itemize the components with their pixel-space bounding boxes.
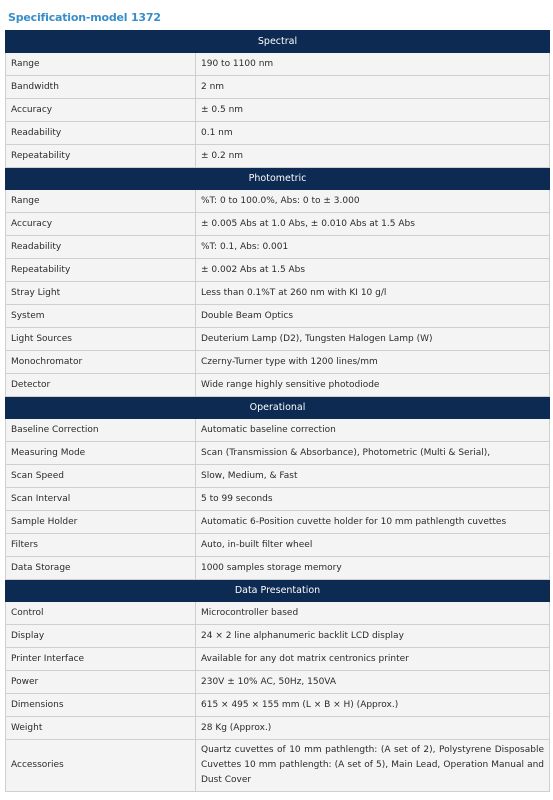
spec-value: Microcontroller based bbox=[196, 602, 550, 625]
table-row bbox=[6, 694, 550, 717]
spec-value: Less than 0.1%T at 260 nm with KI 10 g/l bbox=[196, 282, 550, 305]
table-row bbox=[6, 259, 550, 282]
section-title: Operational bbox=[6, 397, 550, 419]
table-row bbox=[6, 236, 550, 259]
spec-value: Scan (Transmission & Absorbance), Photometric (Multi & Serial), bbox=[196, 442, 550, 465]
spec-value: 28 Kg (Approx.) bbox=[196, 717, 550, 740]
spec-label: Power bbox=[6, 671, 196, 694]
section-header-row bbox=[6, 31, 550, 53]
spec-value: Deuterium Lamp (D2), Tungsten Halogen Lamp (W) bbox=[196, 328, 550, 351]
spec-label: Data Storage bbox=[6, 557, 196, 580]
section-header-row bbox=[6, 580, 550, 602]
spec-label: Stray Light bbox=[6, 282, 196, 305]
spec-label: Dimensions bbox=[6, 694, 196, 717]
spec-label: Readability bbox=[6, 236, 196, 259]
spec-value: Auto, in-built filter wheel bbox=[196, 534, 550, 557]
spec-value: Wide range highly sensitive photodiode bbox=[196, 374, 550, 397]
specification-table-body bbox=[6, 31, 550, 792]
section-title: Data Presentation bbox=[6, 580, 550, 602]
section-title: Photometric bbox=[6, 168, 550, 190]
table-row bbox=[6, 740, 550, 792]
spec-label: Accuracy bbox=[6, 213, 196, 236]
table-row bbox=[6, 557, 550, 580]
spec-value: 2 nm bbox=[196, 76, 550, 99]
table-row bbox=[6, 648, 550, 671]
section-header-row bbox=[6, 397, 550, 419]
section-title: Spectral bbox=[6, 31, 550, 53]
spec-value: ± 0.005 Abs at 1.0 Abs, ± 0.010 Abs at 1.5 Abs bbox=[196, 213, 550, 236]
spec-value: 5 to 99 seconds bbox=[196, 488, 550, 511]
table-row bbox=[6, 305, 550, 328]
table-row bbox=[6, 76, 550, 99]
table-row bbox=[6, 53, 550, 76]
spec-label: Light Sources bbox=[6, 328, 196, 351]
spec-label: Readability bbox=[6, 122, 196, 145]
spec-label: Accuracy bbox=[6, 99, 196, 122]
table-row bbox=[6, 145, 550, 168]
spec-label: Filters bbox=[6, 534, 196, 557]
page-title: Specification-model 1372 bbox=[8, 11, 161, 24]
table-row bbox=[6, 534, 550, 557]
table-row bbox=[6, 488, 550, 511]
spec-value: 615 × 495 × 155 mm (L × B × H) (Approx.) bbox=[196, 694, 550, 717]
spec-value: Slow, Medium, & Fast bbox=[196, 465, 550, 488]
spec-value: 1000 samples storage memory bbox=[196, 557, 550, 580]
table-row bbox=[6, 625, 550, 648]
table-row bbox=[6, 465, 550, 488]
spec-value: %T: 0 to 100.0%, Abs: 0 to ± 3.000 bbox=[196, 190, 550, 213]
table-row bbox=[6, 190, 550, 213]
spec-value: ± 0.2 nm bbox=[196, 145, 550, 168]
spec-value: Double Beam Optics bbox=[196, 305, 550, 328]
spec-label: Weight bbox=[6, 717, 196, 740]
spec-label: Repeatability bbox=[6, 259, 196, 282]
spec-label: Baseline Correction bbox=[6, 419, 196, 442]
table-row bbox=[6, 717, 550, 740]
spec-label: Bandwidth bbox=[6, 76, 196, 99]
table-row bbox=[6, 328, 550, 351]
spec-label: Repeatability bbox=[6, 145, 196, 168]
spec-value: Quartz cuvettes of 10 mm pathlength: (A set of 2), Polystyrene Disposable Cuvettes 10 mm pathlength: (A set of 5), Main Lead, Operation Manual and Dust Cover bbox=[196, 740, 550, 792]
spec-label: Range bbox=[6, 190, 196, 213]
spec-value: 24 × 2 line alphanumeric backlit LCD display bbox=[196, 625, 550, 648]
spec-value: Available for any dot matrix centronics printer bbox=[196, 648, 550, 671]
table-row bbox=[6, 671, 550, 694]
spec-label: System bbox=[6, 305, 196, 328]
spec-label: Sample Holder bbox=[6, 511, 196, 534]
table-row bbox=[6, 511, 550, 534]
spec-label: Monochromator bbox=[6, 351, 196, 374]
spec-value: 230V ± 10% AC, 50Hz, 150VA bbox=[196, 671, 550, 694]
table-row bbox=[6, 374, 550, 397]
spec-label: Scan Speed bbox=[6, 465, 196, 488]
table-row bbox=[6, 351, 550, 374]
table-row bbox=[6, 602, 550, 625]
table-row bbox=[6, 99, 550, 122]
table-row bbox=[6, 213, 550, 236]
spec-value: Czerny-Turner type with 1200 lines/mm bbox=[196, 351, 550, 374]
spec-label: Printer Interface bbox=[6, 648, 196, 671]
specification-table bbox=[5, 30, 550, 792]
spec-value: Automatic 6-Position cuvette holder for 10 mm pathlength cuvettes bbox=[196, 511, 550, 534]
spec-value: ± 0.5 nm bbox=[196, 99, 550, 122]
section-header-row bbox=[6, 168, 550, 190]
table-row bbox=[6, 419, 550, 442]
spec-label: Accessories bbox=[6, 740, 196, 792]
spec-value: ± 0.002 Abs at 1.5 Abs bbox=[196, 259, 550, 282]
spec-label: Display bbox=[6, 625, 196, 648]
spec-value: 190 to 1100 nm bbox=[196, 53, 550, 76]
spec-value: Automatic baseline correction bbox=[196, 419, 550, 442]
table-row bbox=[6, 282, 550, 305]
table-row bbox=[6, 442, 550, 465]
spec-label: Control bbox=[6, 602, 196, 625]
spec-label: Detector bbox=[6, 374, 196, 397]
spec-label: Scan Interval bbox=[6, 488, 196, 511]
spec-value: %T: 0.1, Abs: 0.001 bbox=[196, 236, 550, 259]
table-row bbox=[6, 122, 550, 145]
spec-label: Measuring Mode bbox=[6, 442, 196, 465]
spec-value: 0.1 nm bbox=[196, 122, 550, 145]
spec-label: Range bbox=[6, 53, 196, 76]
